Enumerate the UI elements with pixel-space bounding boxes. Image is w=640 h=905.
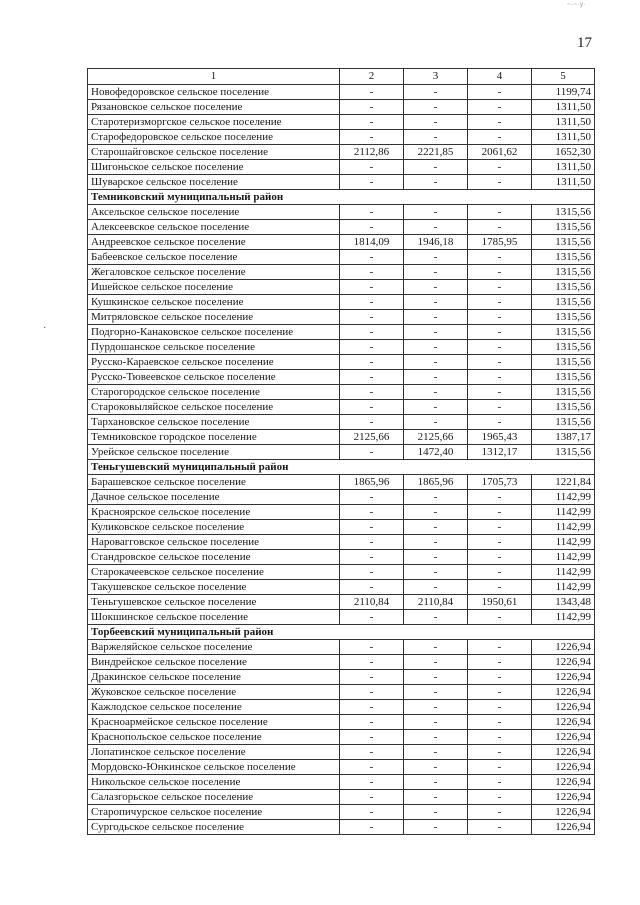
value-col-3: - (404, 550, 468, 565)
settlement-name: Старотеризморгское сельское поселение (88, 115, 340, 130)
value-col-4: - (468, 640, 532, 655)
settlement-name: Барашевское сельское поселение (88, 475, 340, 490)
value-col-5: 1226,94 (532, 640, 595, 655)
value-col-3: - (404, 715, 468, 730)
value-col-4: - (468, 805, 532, 820)
column-header-2: 2 (340, 69, 404, 85)
value-col-2: - (340, 265, 404, 280)
value-col-2: - (340, 505, 404, 520)
settlement-name: Старофедоровское сельское поселение (88, 130, 340, 145)
settlement-name: Шуварское сельское поселение (88, 175, 340, 190)
table-row (88, 175, 595, 190)
value-col-5: 1142,99 (532, 490, 595, 505)
value-col-4: - (468, 340, 532, 355)
settlement-name: Русско-Караевское сельское поселение (88, 355, 340, 370)
table-row (88, 400, 595, 415)
value-col-3: - (404, 655, 468, 670)
table-row (88, 280, 595, 295)
settlement-name: Аксельское сельское поселение (88, 205, 340, 220)
value-col-5: 1315,56 (532, 445, 595, 460)
value-col-5: 1142,99 (532, 535, 595, 550)
value-col-2: - (340, 115, 404, 130)
value-col-4: - (468, 535, 532, 550)
settlement-name: Куликовское сельское поселение (88, 520, 340, 535)
value-col-4: - (468, 310, 532, 325)
value-col-5: 1199,74 (532, 85, 595, 100)
value-col-5: 1142,99 (532, 550, 595, 565)
value-col-5: 1226,94 (532, 685, 595, 700)
value-col-3: - (404, 505, 468, 520)
value-col-2: - (340, 400, 404, 415)
value-col-4: - (468, 100, 532, 115)
value-col-5: 1315,56 (532, 370, 595, 385)
table-row (88, 610, 595, 625)
settlement-name: Урейское сельское поселение (88, 445, 340, 460)
settlement-name: Жуковское сельское поселение (88, 685, 340, 700)
settlement-name: Андреевское сельское поселение (88, 235, 340, 250)
value-col-5: 1226,94 (532, 670, 595, 685)
value-col-2: - (340, 250, 404, 265)
value-col-5: 1226,94 (532, 730, 595, 745)
margin-mark: · (43, 323, 47, 334)
value-col-5: 1311,50 (532, 115, 595, 130)
value-col-4: - (468, 730, 532, 745)
value-col-3: 2125,66 (404, 430, 468, 445)
value-col-3: - (404, 385, 468, 400)
value-col-5: 1142,99 (532, 580, 595, 595)
column-header-5: 5 (532, 69, 595, 85)
value-col-2: - (340, 355, 404, 370)
settlement-name: Старопичурское сельское поселение (88, 805, 340, 820)
value-col-3: - (404, 745, 468, 760)
table-row (88, 565, 595, 580)
settlement-name: Пурдошанское сельское поселение (88, 340, 340, 355)
value-col-5: 1142,99 (532, 520, 595, 535)
value-col-4: - (468, 250, 532, 265)
value-col-5: 1311,50 (532, 130, 595, 145)
value-col-2: - (340, 520, 404, 535)
value-col-2: - (340, 730, 404, 745)
value-col-3: - (404, 760, 468, 775)
value-col-3: - (404, 565, 468, 580)
table-row (88, 760, 595, 775)
settlement-name: Старокачеевское сельское поселение (88, 565, 340, 580)
value-col-5: 1142,99 (532, 505, 595, 520)
value-col-5: 1311,50 (532, 100, 595, 115)
table-row (88, 130, 595, 145)
settlement-name: Лопатинское сельское поселение (88, 745, 340, 760)
value-col-3: - (404, 265, 468, 280)
value-col-4: - (468, 820, 532, 835)
value-col-2: - (340, 490, 404, 505)
value-col-4: - (468, 265, 532, 280)
settlement-name: Шокшинское сельское поселение (88, 610, 340, 625)
value-col-4: 2061,62 (468, 145, 532, 160)
table-row (88, 325, 595, 340)
table-row (88, 730, 595, 745)
table-row (88, 550, 595, 565)
table-body (88, 69, 595, 835)
value-col-5: 1315,56 (532, 385, 595, 400)
table-row (88, 805, 595, 820)
value-col-3: - (404, 370, 468, 385)
value-col-4: 1965,43 (468, 430, 532, 445)
value-col-3: 1472,40 (404, 445, 468, 460)
table-row (88, 415, 595, 430)
value-col-3: - (404, 400, 468, 415)
value-col-3: - (404, 820, 468, 835)
value-col-4: 1785,95 (468, 235, 532, 250)
settlement-name: Такушевское сельское поселение (88, 580, 340, 595)
value-col-2: - (340, 820, 404, 835)
value-col-3: - (404, 415, 468, 430)
value-col-4: - (468, 520, 532, 535)
value-col-5: 1343,48 (532, 595, 595, 610)
value-col-5: 1226,94 (532, 775, 595, 790)
value-col-3: - (404, 775, 468, 790)
value-col-2: - (340, 160, 404, 175)
value-col-5: 1315,56 (532, 250, 595, 265)
value-col-4: - (468, 400, 532, 415)
value-col-2: - (340, 205, 404, 220)
value-col-3: - (404, 535, 468, 550)
value-col-2: - (340, 130, 404, 145)
value-col-2: - (340, 745, 404, 760)
value-col-5: 1221,84 (532, 475, 595, 490)
table-row (88, 250, 595, 265)
settlement-name: Старошайговское сельское поселение (88, 145, 340, 160)
value-col-4: - (468, 295, 532, 310)
value-col-3: - (404, 325, 468, 340)
value-col-4: - (468, 670, 532, 685)
value-col-3: - (404, 130, 468, 145)
value-col-2: - (340, 685, 404, 700)
value-col-2: 2110,84 (340, 595, 404, 610)
column-header-4: 4 (468, 69, 532, 85)
settlements-table (87, 68, 595, 835)
value-col-3: 2221,85 (404, 145, 468, 160)
table-row (88, 445, 595, 460)
value-col-5: 1315,56 (532, 220, 595, 235)
value-col-5: 1226,94 (532, 805, 595, 820)
table-row (88, 505, 595, 520)
table-row (88, 475, 595, 490)
header-row (88, 69, 595, 85)
table-row (88, 160, 595, 175)
value-col-2: - (340, 535, 404, 550)
value-col-3: - (404, 115, 468, 130)
value-col-3: 2110,84 (404, 595, 468, 610)
value-col-3: - (404, 805, 468, 820)
settlement-name: Ишейское сельское поселение (88, 280, 340, 295)
value-col-5: 1311,50 (532, 160, 595, 175)
value-col-2: 2125,66 (340, 430, 404, 445)
settlement-name: Старогородское сельское поселение (88, 385, 340, 400)
value-col-3: - (404, 790, 468, 805)
value-col-3: - (404, 580, 468, 595)
district-name: Темниковский муниципальный район (88, 190, 595, 205)
value-col-4: - (468, 280, 532, 295)
value-col-2: - (340, 565, 404, 580)
table-row (88, 205, 595, 220)
table-row (88, 430, 595, 445)
settlement-name: Кажлодское сельское поселение (88, 700, 340, 715)
table-row (88, 220, 595, 235)
value-col-4: - (468, 325, 532, 340)
settlement-name: Наровагговское сельское поселение (88, 535, 340, 550)
value-col-3: - (404, 280, 468, 295)
table-row (88, 145, 595, 160)
value-col-3: - (404, 610, 468, 625)
table-row (88, 820, 595, 835)
settlement-name: Теньгушевское сельское поселение (88, 595, 340, 610)
table-row (88, 355, 595, 370)
table-row (88, 85, 595, 100)
value-col-4: 1950,61 (468, 595, 532, 610)
value-col-5: 1315,56 (532, 280, 595, 295)
value-col-4: 1705,73 (468, 475, 532, 490)
value-col-5: 1226,94 (532, 715, 595, 730)
value-col-2: - (340, 670, 404, 685)
value-col-4: - (468, 205, 532, 220)
value-col-3: - (404, 100, 468, 115)
value-col-3: 1946,18 (404, 235, 468, 250)
value-col-3: - (404, 205, 468, 220)
settlement-name: Староковыляйское сельское поселение (88, 400, 340, 415)
value-col-2: - (340, 445, 404, 460)
value-col-4: - (468, 505, 532, 520)
value-col-2: - (340, 175, 404, 190)
value-col-2: - (340, 310, 404, 325)
value-col-4: - (468, 175, 532, 190)
settlement-name: Мордовско-Юнкинское сельское поселение (88, 760, 340, 775)
value-col-2: - (340, 100, 404, 115)
settlement-name: Сургодьское сельское поселение (88, 820, 340, 835)
settlement-name: Виндрейское сельское поселение (88, 655, 340, 670)
value-col-4: - (468, 115, 532, 130)
value-col-4: - (468, 85, 532, 100)
value-col-3: - (404, 670, 468, 685)
district-header-row (88, 460, 595, 475)
value-col-2: - (340, 715, 404, 730)
value-col-5: 1226,94 (532, 745, 595, 760)
settlement-name: Никольское сельское поселение (88, 775, 340, 790)
settlement-name: Салазгорьское сельское поселение (88, 790, 340, 805)
value-col-2: 2112,86 (340, 145, 404, 160)
value-col-4: - (468, 220, 532, 235)
value-col-3: - (404, 85, 468, 100)
value-col-2: - (340, 280, 404, 295)
value-col-3: - (404, 160, 468, 175)
table-row (88, 775, 595, 790)
value-col-4: - (468, 745, 532, 760)
value-col-5: 1315,56 (532, 205, 595, 220)
value-col-3: - (404, 490, 468, 505)
value-col-4: - (468, 490, 532, 505)
district-name: Торбеевский муниципальный район (88, 625, 595, 640)
value-col-3: - (404, 685, 468, 700)
value-col-5: 1315,56 (532, 325, 595, 340)
value-col-2: - (340, 340, 404, 355)
value-col-3: - (404, 700, 468, 715)
table-row (88, 790, 595, 805)
value-col-5: 1142,99 (532, 565, 595, 580)
value-col-4: - (468, 685, 532, 700)
value-col-4: - (468, 610, 532, 625)
value-col-4: - (468, 385, 532, 400)
value-col-5: 1315,56 (532, 355, 595, 370)
page-number: 17 (577, 35, 592, 51)
value-col-2: - (340, 85, 404, 100)
value-col-2: - (340, 655, 404, 670)
value-col-5: 1315,56 (532, 340, 595, 355)
value-col-5: 1315,56 (532, 235, 595, 250)
value-col-2: - (340, 295, 404, 310)
value-col-3: - (404, 640, 468, 655)
table-row (88, 670, 595, 685)
value-col-4: - (468, 130, 532, 145)
value-col-5: 1387,17 (532, 430, 595, 445)
value-col-4: - (468, 565, 532, 580)
value-col-4: - (468, 700, 532, 715)
value-col-2: - (340, 325, 404, 340)
value-col-3: - (404, 520, 468, 535)
value-col-3: - (404, 175, 468, 190)
settlement-name: Дачное сельское поселение (88, 490, 340, 505)
table-row (88, 535, 595, 550)
settlement-name: Темниковское городское поселение (88, 430, 340, 445)
value-col-2: - (340, 385, 404, 400)
value-col-3: - (404, 250, 468, 265)
settlement-name: Краснопольское сельское поселение (88, 730, 340, 745)
value-col-5: 1226,94 (532, 790, 595, 805)
table-row (88, 310, 595, 325)
corner-scan-mark: ~-~·у· (567, 2, 587, 8)
settlement-name: Новофедоровское сельское поселение (88, 85, 340, 100)
table-row (88, 520, 595, 535)
value-col-4: - (468, 355, 532, 370)
value-col-4: - (468, 760, 532, 775)
table-row (88, 745, 595, 760)
value-col-4: - (468, 655, 532, 670)
value-col-2: - (340, 370, 404, 385)
value-col-5: 1315,56 (532, 310, 595, 325)
value-col-3: - (404, 340, 468, 355)
value-col-3: - (404, 220, 468, 235)
value-col-2: 1865,96 (340, 475, 404, 490)
table-row (88, 295, 595, 310)
value-col-5: 1652,30 (532, 145, 595, 160)
value-col-3: - (404, 355, 468, 370)
settlement-name: Митряловское сельское поселение (88, 310, 340, 325)
table-row (88, 490, 595, 505)
value-col-5: 1226,94 (532, 700, 595, 715)
settlement-name: Русско-Тювеевское сельское поселение (88, 370, 340, 385)
table-row (88, 265, 595, 280)
settlement-name: Дракинское сельское поселение (88, 670, 340, 685)
value-col-4: - (468, 370, 532, 385)
value-col-5: 1315,56 (532, 295, 595, 310)
table-row (88, 580, 595, 595)
value-col-4: - (468, 550, 532, 565)
table-row (88, 115, 595, 130)
value-col-2: - (340, 580, 404, 595)
value-col-2: - (340, 760, 404, 775)
value-col-2: - (340, 610, 404, 625)
value-col-2: - (340, 415, 404, 430)
value-col-5: 1315,56 (532, 415, 595, 430)
table-row (88, 100, 595, 115)
value-col-3: 1865,96 (404, 475, 468, 490)
value-col-2: - (340, 805, 404, 820)
settlement-name: Алексеевское сельское поселение (88, 220, 340, 235)
table-row (88, 385, 595, 400)
column-header-3: 3 (404, 69, 468, 85)
table-row (88, 235, 595, 250)
district-name: Теньгушевский муниципальный район (88, 460, 595, 475)
settlement-name: Красноармейское сельское поселение (88, 715, 340, 730)
value-col-4: - (468, 775, 532, 790)
settlement-name: Варжеляйское сельское поселение (88, 640, 340, 655)
settlement-name: Стандровское сельское поселение (88, 550, 340, 565)
value-col-5: 1315,56 (532, 265, 595, 280)
value-col-4: - (468, 580, 532, 595)
value-col-2: - (340, 790, 404, 805)
settlement-name: Кушкинское сельское поселение (88, 295, 340, 310)
value-col-4: - (468, 715, 532, 730)
value-col-4: 1312,17 (468, 445, 532, 460)
table-row (88, 640, 595, 655)
value-col-3: - (404, 730, 468, 745)
table-row (88, 700, 595, 715)
value-col-5: 1315,56 (532, 400, 595, 415)
value-col-2: - (340, 700, 404, 715)
table-row (88, 340, 595, 355)
settlement-name: Подгорно-Канаковское сельское поселение (88, 325, 340, 340)
settlement-name: Жегаловское сельское поселение (88, 265, 340, 280)
value-col-5: 1226,94 (532, 760, 595, 775)
value-col-5: 1142,99 (532, 610, 595, 625)
settlement-name: Рязановское сельское поселение (88, 100, 340, 115)
table-row (88, 715, 595, 730)
value-col-5: 1226,94 (532, 655, 595, 670)
value-col-2: - (340, 550, 404, 565)
table-row (88, 685, 595, 700)
settlement-name: Бабеевское сельское поселение (88, 250, 340, 265)
value-col-4: - (468, 790, 532, 805)
district-header-row (88, 190, 595, 205)
value-col-3: - (404, 310, 468, 325)
value-col-3: - (404, 295, 468, 310)
table-row (88, 655, 595, 670)
value-col-5: 1226,94 (532, 820, 595, 835)
value-col-4: - (468, 160, 532, 175)
table-row (88, 595, 595, 610)
settlement-name: Красноярское сельское поселение (88, 505, 340, 520)
settlement-name: Шигоньское сельское поселение (88, 160, 340, 175)
value-col-2: 1814,09 (340, 235, 404, 250)
value-col-2: - (340, 775, 404, 790)
value-col-2: - (340, 640, 404, 655)
value-col-2: - (340, 220, 404, 235)
value-col-4: - (468, 415, 532, 430)
table-row (88, 370, 595, 385)
column-header-1: 1 (88, 69, 340, 85)
district-header-row (88, 625, 595, 640)
settlement-name: Тархановское сельское поселение (88, 415, 340, 430)
value-col-5: 1311,50 (532, 175, 595, 190)
